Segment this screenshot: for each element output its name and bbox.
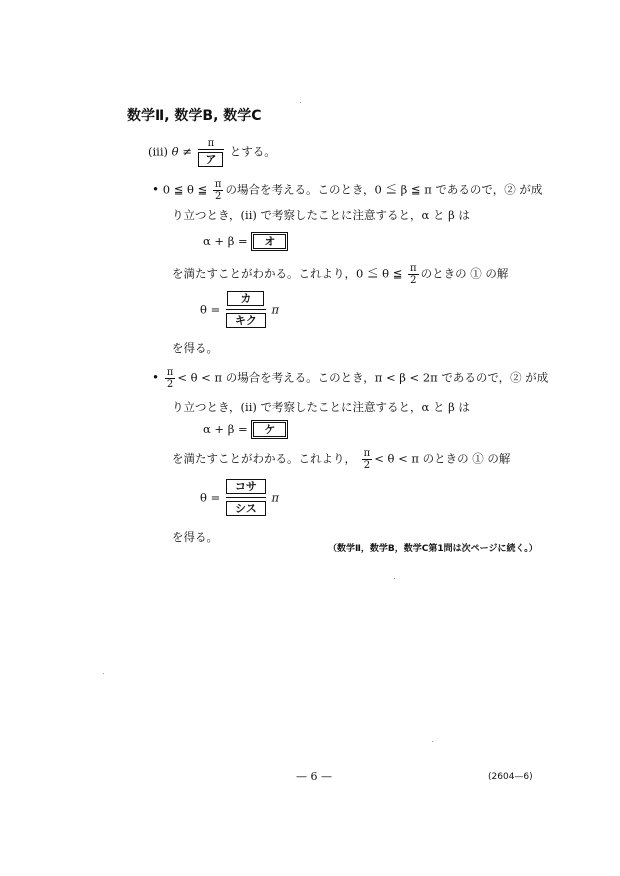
fraction-pi-over-a: $\frac{\pi}{\text{ア}}$ [198, 138, 225, 167]
fraction-pi-over-2: $\frac{\pi}{2}$ [363, 448, 371, 471]
case2-line1: • $\frac{\pi}{2}$ < θ < π の場合を考える。このとき，π < β < 2π であるので，② が成 [152, 367, 549, 390]
answer-box-shisu[interactable]: シス [226, 501, 266, 516]
part-label: (iii) [148, 144, 169, 159]
case2-solution: θ = $\frac{\text{コサ}}{\text{シス}}$ π [200, 480, 280, 515]
scan-speck [103, 673, 104, 674]
part-tail: とする。 [229, 144, 276, 159]
answer-box-o[interactable]: オ [253, 234, 286, 249]
fraction-pi-over-2: $\frac{\pi}{2}$ [410, 263, 417, 286]
answer-box-kosa[interactable]: コサ [226, 479, 266, 494]
page-header: 数学Ⅱ, 数学B, 数学C [127, 108, 262, 124]
fraction-pi-over-2: $\frac{\pi}{2}$ [214, 179, 222, 202]
case1-line1: • 0 ≦ θ ≦ $\frac{\pi}{2}$ の場合を考える。このとき，0 ≦ β ≦ π であるので，② が成 [152, 179, 543, 202]
case2-line2: り立つとき，(ii) で考察したことに注意すると，α と β は [172, 400, 470, 414]
scan-speck [432, 741, 433, 742]
fraction-kosa-over-shisu [226, 479, 266, 516]
scan-speck [300, 102, 301, 103]
continuation-note: （数学Ⅱ，数学B，数学C第1問は次ページに続く。） [328, 544, 538, 554]
fraction-pi-over-2: $\frac{\pi}{2}$ [166, 367, 174, 390]
page-number: — 6 — [296, 770, 332, 783]
case2-line3: を満たすことがわかる。これより， $\frac{\pi}{2}$ < θ < π のときの ① の解 [172, 448, 511, 471]
scan-speck [394, 578, 395, 579]
case2-equation: α + β = ケ [203, 420, 288, 439]
case1-solution: θ = $\frac{\text{カ}}{\text{キク}}$ π [200, 292, 280, 327]
case1-line2: り立つとき，(ii) で考察したことに注意すると，α と β は [172, 208, 470, 222]
case2-line4: を得る。 [172, 530, 218, 544]
case1-equation: α + β = オ [203, 232, 288, 251]
part-iii-line [148, 138, 276, 167]
case1-line3: を満たすことがわかる。これより，0 ≦ θ ≦ $\frac{\pi}{2}$ のときの ① の解 [172, 263, 509, 286]
theta-symbol: θ [171, 144, 179, 159]
answer-box-a[interactable]: ア [198, 152, 223, 167]
case1-line4: を得る。 [172, 341, 218, 355]
fraction-ka-over-kiku [226, 291, 266, 328]
answer-box-ke[interactable]: ケ [253, 422, 286, 437]
not-equal-symbol: ≠ [182, 144, 192, 159]
answer-box-kiku[interactable]: キク [226, 313, 266, 328]
page-code: (2604—6) [488, 772, 533, 782]
answer-box-ka[interactable]: カ [227, 291, 264, 306]
